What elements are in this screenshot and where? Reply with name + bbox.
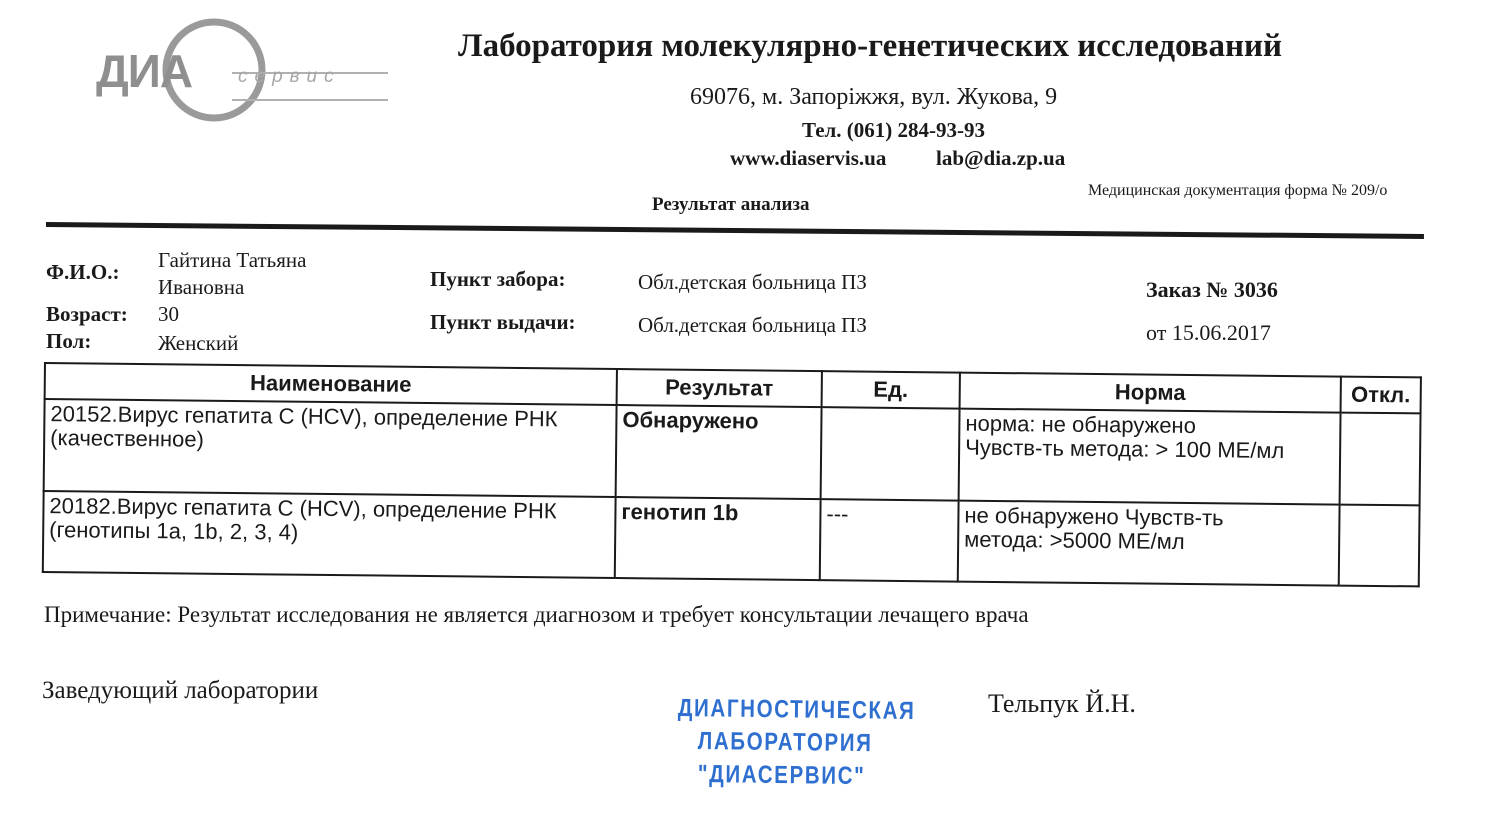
results-table (42, 362, 1420, 587)
test-result: генотип 1b (615, 497, 821, 580)
stamp-line1: ДИАГНОСТИЧЕСКАЯ (677, 694, 916, 726)
norm-line2: Чувств-ть метода: > 100 МЕ/мл (965, 434, 1285, 464)
pickup-label: Пункт забора: (430, 267, 566, 291)
stamp-line3: "ДИАСЕРВИС" (697, 760, 866, 791)
header-divider (46, 222, 1424, 239)
table-row (44, 399, 1421, 505)
delivery-label: Пункт выдачи: (430, 310, 576, 334)
norm-line1: норма: не обнаружено (965, 410, 1197, 439)
test-result: Обнаружено (616, 405, 822, 499)
col-norm-header: Норма (960, 373, 1341, 413)
patient-sex: Женский (158, 331, 239, 355)
test-deviation (1340, 413, 1421, 506)
test-norm (959, 409, 1341, 505)
patient-age: 30 (158, 302, 179, 326)
norm-line2: метода: >5000 МЕ/мл (964, 526, 1185, 555)
test-name: 20152.Вирус гепатита С (HCV), определение РНК (качественное) (44, 399, 617, 497)
test-unit (821, 407, 960, 500)
head-of-lab-label: Заведующий лаборатории (42, 677, 319, 704)
lab-phone: Тел. (061) 284-93-93 (802, 118, 986, 142)
order-date: от 15.06.2017 (1146, 320, 1271, 345)
stamp-line2: ЛАБОРАТОРИЯ (697, 727, 873, 758)
delivery-value: Обл.детская больница ПЗ (638, 313, 867, 337)
col-deviation-header: Откл. (1341, 377, 1421, 414)
lab-email: lab@dia.zp.ua (936, 146, 1066, 170)
test-unit: --- (820, 499, 959, 581)
name-label: Ф.И.О.: (46, 260, 120, 284)
test-name: 20182.Вирус гепатита С (HCV), определение РНК (генотипы 1а, 1b, 2, 3, 4) (43, 491, 616, 578)
lab-website: www.diaservis.ua (730, 146, 887, 170)
sex-label: Пол: (46, 329, 92, 353)
logo-subtext: сервис (238, 66, 341, 87)
pickup-value: Обл.детская больница ПЗ (638, 270, 867, 294)
result-title: Результат анализа (652, 194, 810, 215)
signer-name: Тельпук Й.Н. (988, 689, 1136, 718)
col-name-header: Наименование (45, 363, 617, 405)
lab-title: Лаборатория молекулярно-генетических исследований (458, 28, 1283, 64)
test-deviation (1339, 505, 1420, 587)
age-label: Возраст: (46, 302, 128, 326)
lab-address: 69076, м. Запоріжжя, вул. Жукова, 9 (690, 84, 1058, 110)
logo-text: ДИА (96, 45, 193, 97)
order-number: Заказ № 3036 (1146, 277, 1278, 302)
patient-name-line2: Ивановна (158, 275, 245, 299)
disclaimer-note: Примечание: Результат исследования не является диагнозом и требует консультации лечащего врача (44, 602, 1029, 627)
test-norm (958, 501, 1340, 586)
patient-name-line1: Гайтина Татьяна (158, 248, 307, 272)
col-result-header: Результат (617, 369, 822, 407)
norm-line1: не обнаружено Чувств-ть (964, 502, 1224, 531)
col-unit-header: Ед. (822, 371, 960, 408)
table-row (43, 491, 1420, 586)
form-note: Медицинская документация форма № 209/о (1088, 182, 1388, 199)
